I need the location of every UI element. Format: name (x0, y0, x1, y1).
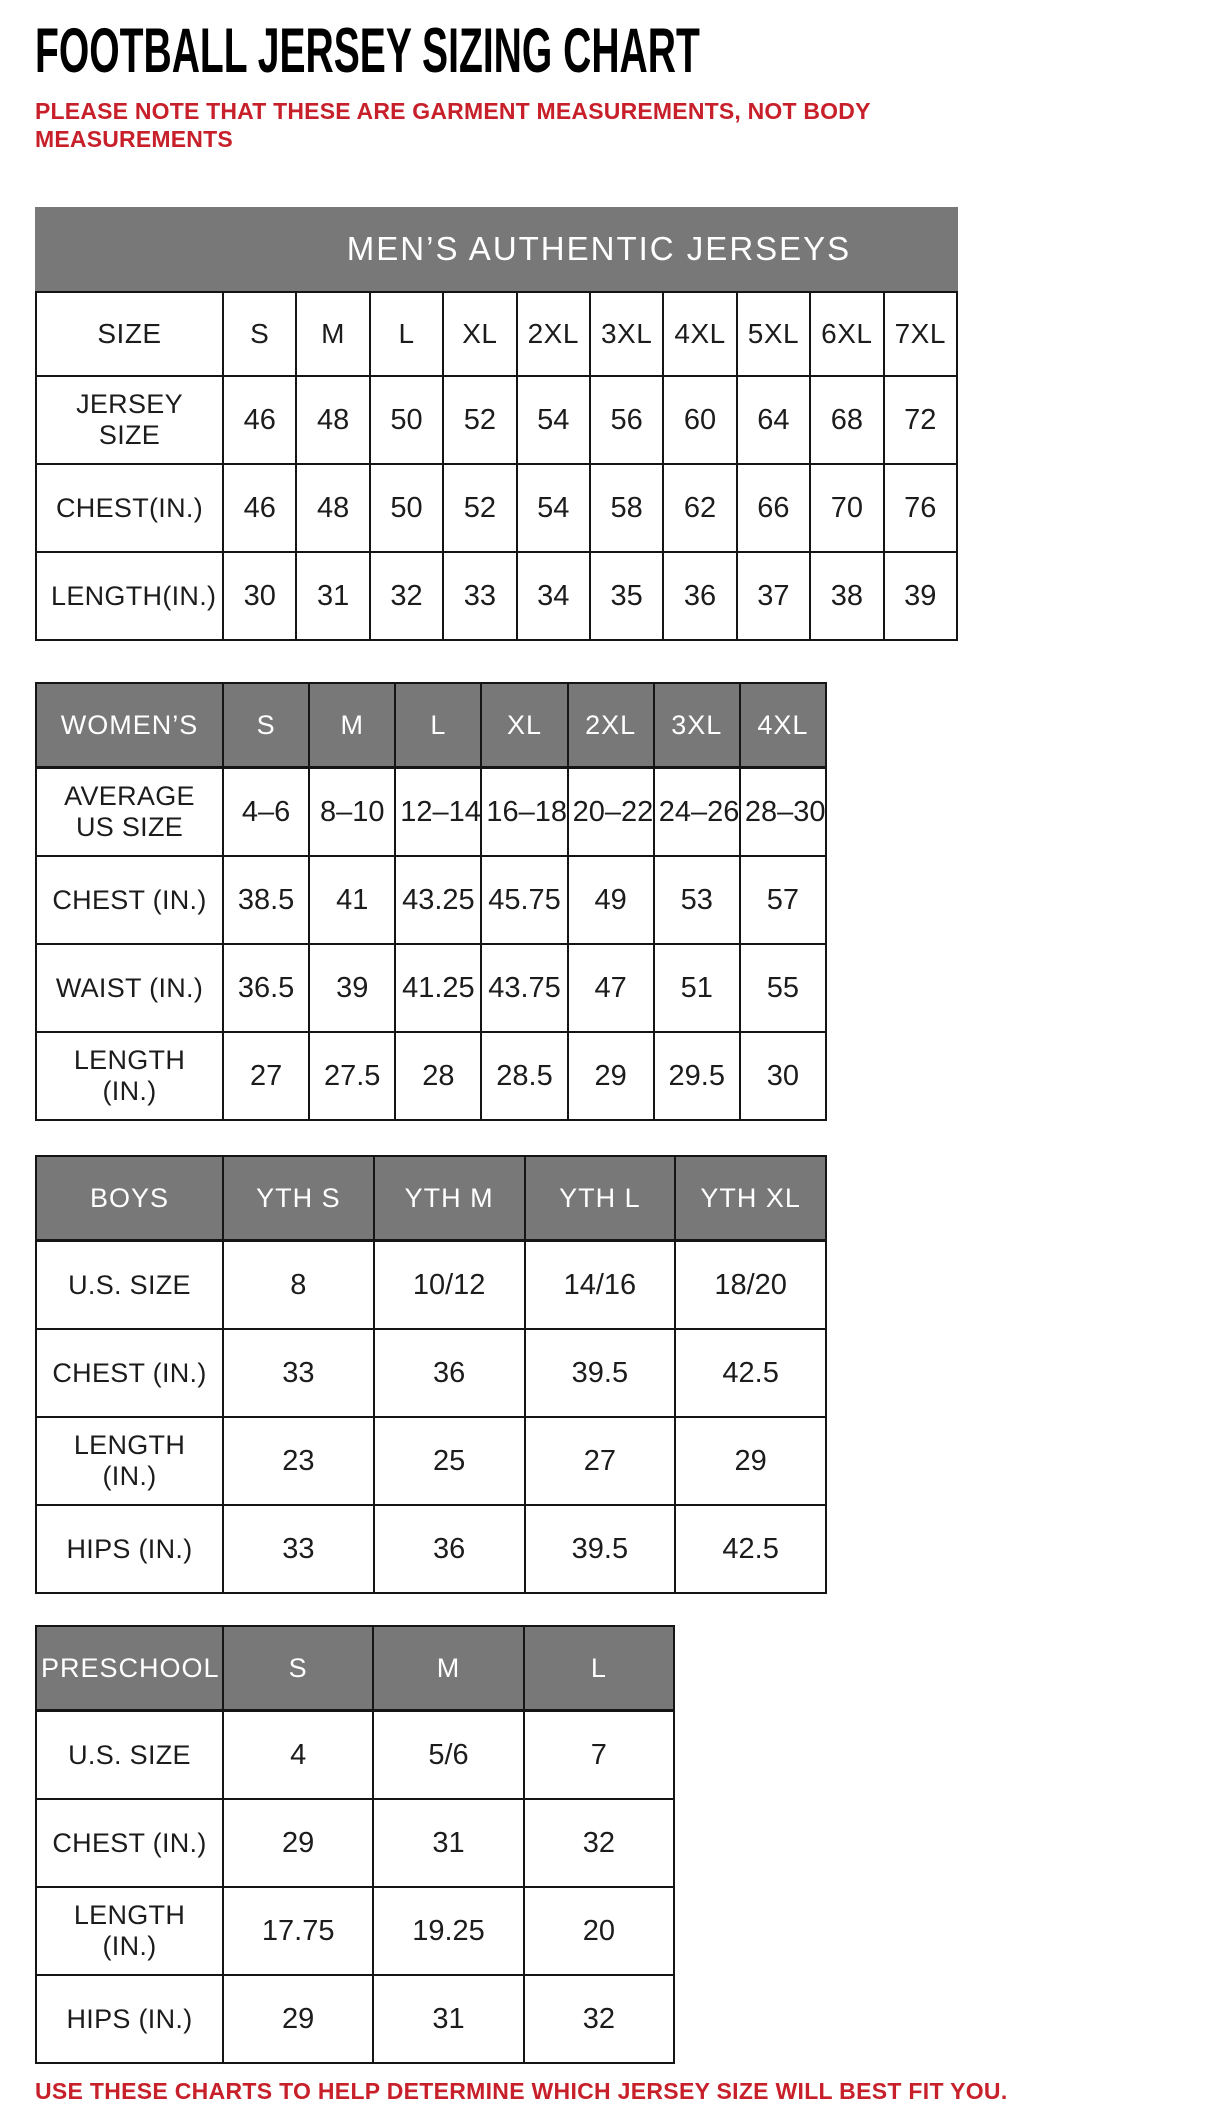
size-value-cell: 34 (517, 552, 590, 640)
size-value-cell: 27.5 (309, 1032, 395, 1120)
size-value-cell: 29 (568, 1032, 654, 1120)
size-value-cell: 45.75 (481, 856, 567, 944)
size-value-cell: 28 (395, 1032, 481, 1120)
page-title: FOOTBALL JERSEY SIZING CHART (35, 16, 700, 86)
size-value-cell: 5/6 (373, 1711, 523, 1800)
row-label: U.S. SIZE (36, 1241, 223, 1330)
size-value-cell: 36.5 (223, 944, 309, 1032)
size-value-cell: 29.5 (654, 1032, 740, 1120)
row-label: LENGTH(IN.) (36, 552, 223, 640)
size-value-cell: 17.75 (223, 1887, 373, 1975)
column-header: BOYS (36, 1156, 223, 1241)
row-label: CHEST (IN.) (36, 856, 223, 944)
table-row (36, 1329, 826, 1417)
column-header: YTH L (525, 1156, 676, 1241)
size-value-cell: 33 (443, 552, 516, 640)
womens-section (35, 682, 1220, 1121)
header-row (36, 292, 957, 376)
column-header: 2XL (568, 683, 654, 768)
row-label: CHEST(IN.) (36, 464, 223, 552)
size-value-cell: 31 (296, 552, 369, 640)
size-value-cell: 29 (675, 1417, 826, 1505)
size-value-cell: 18/20 (675, 1241, 826, 1330)
size-value-cell: 36 (663, 552, 736, 640)
column-header: 7XL (884, 292, 957, 376)
size-value-cell: 48 (296, 376, 369, 464)
size-value-cell: 14/16 (525, 1241, 676, 1330)
row-label: JERSEY SIZE (36, 376, 223, 464)
header-row (36, 1626, 674, 1711)
column-header: YTH XL (675, 1156, 826, 1241)
row-label: HIPS (IN.) (36, 1505, 223, 1593)
row-label: LENGTH (IN.) (36, 1887, 223, 1975)
column-header: 5XL (737, 292, 810, 376)
table-row (36, 1032, 826, 1120)
column-header: S (223, 292, 296, 376)
size-value-cell: 58 (590, 464, 663, 552)
size-value-cell: 24–26 (654, 768, 740, 857)
size-value-cell: 31 (373, 1799, 523, 1887)
column-header: M (296, 292, 369, 376)
column-header: 2XL (517, 292, 590, 376)
row-label: CHEST (IN.) (36, 1799, 223, 1887)
table-row (36, 856, 826, 944)
size-value-cell: 12–14 (395, 768, 481, 857)
column-header: PRESCHOOL (36, 1626, 223, 1711)
size-value-cell: 53 (654, 856, 740, 944)
size-value-cell: 52 (443, 464, 516, 552)
size-value-cell: 39 (309, 944, 395, 1032)
column-header: SIZE (36, 292, 223, 376)
size-value-cell: 47 (568, 944, 654, 1032)
column-header: 6XL (810, 292, 883, 376)
size-value-cell: 39 (884, 552, 957, 640)
table-row (36, 768, 826, 857)
table-row (36, 1887, 674, 1975)
mens-table-banner: MEN’S AUTHENTIC JERSEYS (35, 207, 958, 291)
size-value-cell: 27 (525, 1417, 676, 1505)
mens-authentic-jerseys-section (35, 207, 1220, 641)
size-value-cell: 20 (524, 1887, 674, 1975)
column-header: 3XL (590, 292, 663, 376)
column-header: S (223, 1626, 373, 1711)
row-label: LENGTH (IN.) (36, 1032, 223, 1120)
size-value-cell: 55 (740, 944, 826, 1032)
column-header: L (370, 292, 443, 376)
row-label: LENGTH (IN.) (36, 1417, 223, 1505)
size-value-cell: 54 (517, 376, 590, 464)
footer-note: USE THESE CHARTS TO HELP DETERMINE WHICH JERSEY SIZE WILL BEST FIT YOU. (35, 2078, 1008, 2105)
boys-section (35, 1155, 1220, 1594)
size-value-cell: 52 (443, 376, 516, 464)
size-value-cell: 16–18 (481, 768, 567, 857)
size-value-cell: 43.75 (481, 944, 567, 1032)
table-row (36, 1505, 826, 1593)
size-value-cell: 56 (590, 376, 663, 464)
size-value-cell: 36 (374, 1505, 525, 1593)
table-row (36, 1417, 826, 1505)
size-value-cell: 31 (373, 1975, 523, 2063)
size-value-cell: 50 (370, 464, 443, 552)
column-header: 4XL (663, 292, 736, 376)
size-value-cell: 38 (810, 552, 883, 640)
size-value-cell: 50 (370, 376, 443, 464)
size-value-cell: 42.5 (675, 1329, 826, 1417)
size-value-cell: 4 (223, 1711, 373, 1800)
column-header: S (223, 683, 309, 768)
size-value-cell: 8–10 (309, 768, 395, 857)
size-value-cell: 38.5 (223, 856, 309, 944)
table-row (36, 1799, 674, 1887)
size-value-cell: 64 (737, 376, 810, 464)
row-label: WAIST (IN.) (36, 944, 223, 1032)
size-value-cell: 60 (663, 376, 736, 464)
column-header: XL (481, 683, 567, 768)
size-value-cell: 25 (374, 1417, 525, 1505)
garment-measurements-note: PLEASE NOTE THAT THESE ARE GARMENT MEASUREMENTS, NOT BODY MEASUREMENTS (35, 98, 871, 153)
size-value-cell: 33 (223, 1329, 374, 1417)
header-row (36, 1156, 826, 1241)
size-value-cell: 32 (370, 552, 443, 640)
column-header: L (524, 1626, 674, 1711)
size-value-cell: 68 (810, 376, 883, 464)
size-value-cell: 29 (223, 1975, 373, 2063)
preschool-section (35, 1625, 1220, 2064)
table-row (36, 944, 826, 1032)
size-value-cell: 29 (223, 1799, 373, 1887)
size-value-cell: 32 (524, 1975, 674, 2063)
size-value-cell: 70 (810, 464, 883, 552)
size-value-cell: 62 (663, 464, 736, 552)
size-value-cell: 39.5 (525, 1329, 676, 1417)
size-value-cell: 39.5 (525, 1505, 676, 1593)
row-label: CHEST (IN.) (36, 1329, 223, 1417)
size-value-cell: 30 (223, 552, 296, 640)
column-header: XL (443, 292, 516, 376)
header-row (36, 683, 826, 768)
size-value-cell: 41 (309, 856, 395, 944)
size-value-cell: 46 (223, 376, 296, 464)
size-value-cell: 43.25 (395, 856, 481, 944)
row-label: HIPS (IN.) (36, 1975, 223, 2063)
size-value-cell: 28–30 (740, 768, 826, 857)
column-header: 4XL (740, 683, 826, 768)
column-header: L (395, 683, 481, 768)
size-value-cell: 42.5 (675, 1505, 826, 1593)
womens-size-table (35, 682, 827, 1121)
column-header: YTH M (374, 1156, 525, 1241)
column-header: M (373, 1626, 523, 1711)
size-value-cell: 28.5 (481, 1032, 567, 1120)
row-label: AVERAGE US SIZE (36, 768, 223, 857)
size-value-cell: 30 (740, 1032, 826, 1120)
mens-size-table (35, 291, 958, 641)
size-value-cell: 51 (654, 944, 740, 1032)
size-value-cell: 7 (524, 1711, 674, 1800)
size-value-cell: 49 (568, 856, 654, 944)
size-value-cell: 10/12 (374, 1241, 525, 1330)
table-row (36, 552, 957, 640)
table-row (36, 376, 957, 464)
size-value-cell: 37 (737, 552, 810, 640)
table-row (36, 1241, 826, 1330)
preschool-size-table (35, 1625, 675, 2064)
size-value-cell: 76 (884, 464, 957, 552)
size-value-cell: 72 (884, 376, 957, 464)
size-value-cell: 46 (223, 464, 296, 552)
size-value-cell: 20–22 (568, 768, 654, 857)
size-value-cell: 66 (737, 464, 810, 552)
column-header: YTH S (223, 1156, 374, 1241)
size-value-cell: 35 (590, 552, 663, 640)
column-header: M (309, 683, 395, 768)
size-value-cell: 33 (223, 1505, 374, 1593)
table-row (36, 1711, 674, 1800)
size-value-cell: 19.25 (373, 1887, 523, 1975)
size-value-cell: 8 (223, 1241, 374, 1330)
boys-size-table (35, 1155, 827, 1594)
size-value-cell: 54 (517, 464, 590, 552)
table-row (36, 1975, 674, 2063)
size-value-cell: 57 (740, 856, 826, 944)
size-value-cell: 27 (223, 1032, 309, 1120)
column-header: 3XL (654, 683, 740, 768)
size-value-cell: 36 (374, 1329, 525, 1417)
size-value-cell: 23 (223, 1417, 374, 1505)
row-label: U.S. SIZE (36, 1711, 223, 1800)
column-header: WOMEN’S (36, 683, 223, 768)
size-value-cell: 4–6 (223, 768, 309, 857)
size-value-cell: 41.25 (395, 944, 481, 1032)
size-value-cell: 48 (296, 464, 369, 552)
table-row (36, 464, 957, 552)
size-value-cell: 32 (524, 1799, 674, 1887)
